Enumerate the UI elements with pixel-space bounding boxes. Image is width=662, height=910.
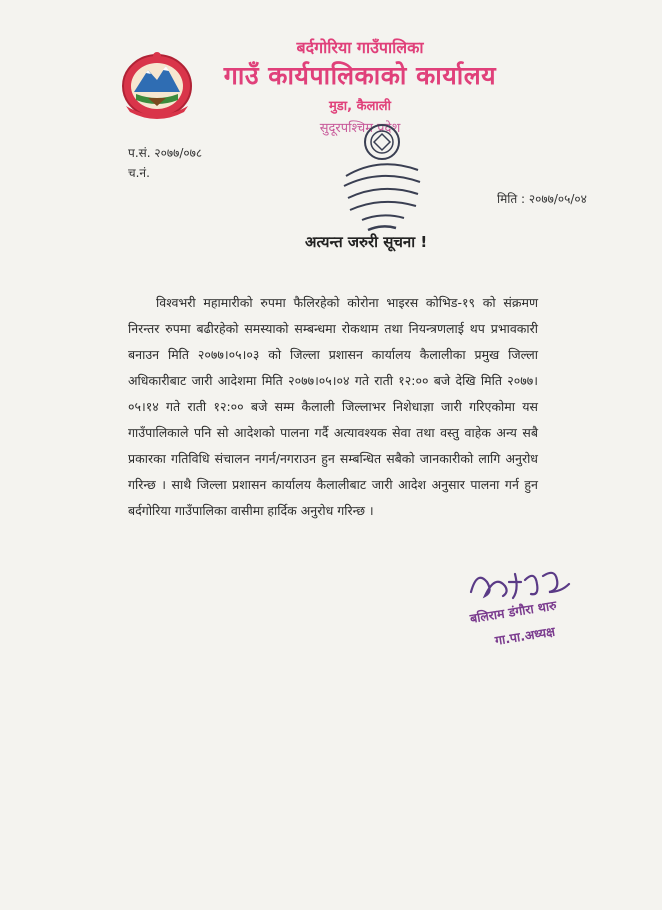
office-name: बर्दगोरिया गाउँपालिका — [296, 38, 424, 57]
dispatch-number: च.नं. — [128, 166, 150, 180]
office-province: सुदूरपश्चिम प्रदेश — [319, 121, 401, 136]
signature — [465, 562, 575, 606]
office-place: मुडा, कैलाली — [329, 99, 391, 114]
letter-date: मिति : २०७७/०५/०४ — [497, 192, 587, 206]
office-stamp — [332, 120, 428, 238]
signatory-title: गा.पा.अध्यक्ष — [493, 623, 557, 648]
reference-number: प.सं. २०७७/०७८ — [128, 146, 203, 160]
notice-body: विश्वभरी महामारीको रुपमा फैलिरहेको कोरोना भाइरस कोभिड-१९ को संक्रमण निरन्तर रुपमा बढीरहेको समस्याको सम्बन्धमा रोकथाम तथा नियन्त्रणलाई थप प्रभावकारी बनाउन मिति २०७७।०५।०३ को जिल्ला प्रशासन कार्यालय कैलालीका प्रमुख जिल्ला अधिकारीबाट जारी आदेशमा मिति २०७७।०५।०४ गते राती १२:०० बजे देखि मिति २०७७।०५।१४ गते राती १२:०० बजे सम्म कैलाली जिल्लाभर निशेधाज्ञा जारी गरिएकोमा यस गाउँपालिकाले पनि सो आदेशको पालना गर्दै अत्यावश्यक सेवा तथा वस्तु वाहेक अन्य सबै प्रकारका गतिविधि संचालन नगर्न/नगराउन हुन सम्बन्धित सबैको जानकारीको लागि अनुरोध गरिन्छ । साथै जिल्ला प्रशासन कार्यालय कैलालीबाट जारी आदेश अनुसार पालना गर्न हुन बर्दगोरिया गाउँपालिका वासीमा हार्दिक अनुरोध गरिन्छ । — [128, 295, 538, 518]
office-title: गाउँ कार्यपालिकाको कार्यालय — [223, 61, 497, 90]
signatory-name: बलिराम डंगौरा थारु — [468, 597, 558, 626]
notice-heading: अत्यन्त जरुरी सूचना ! — [305, 233, 428, 251]
